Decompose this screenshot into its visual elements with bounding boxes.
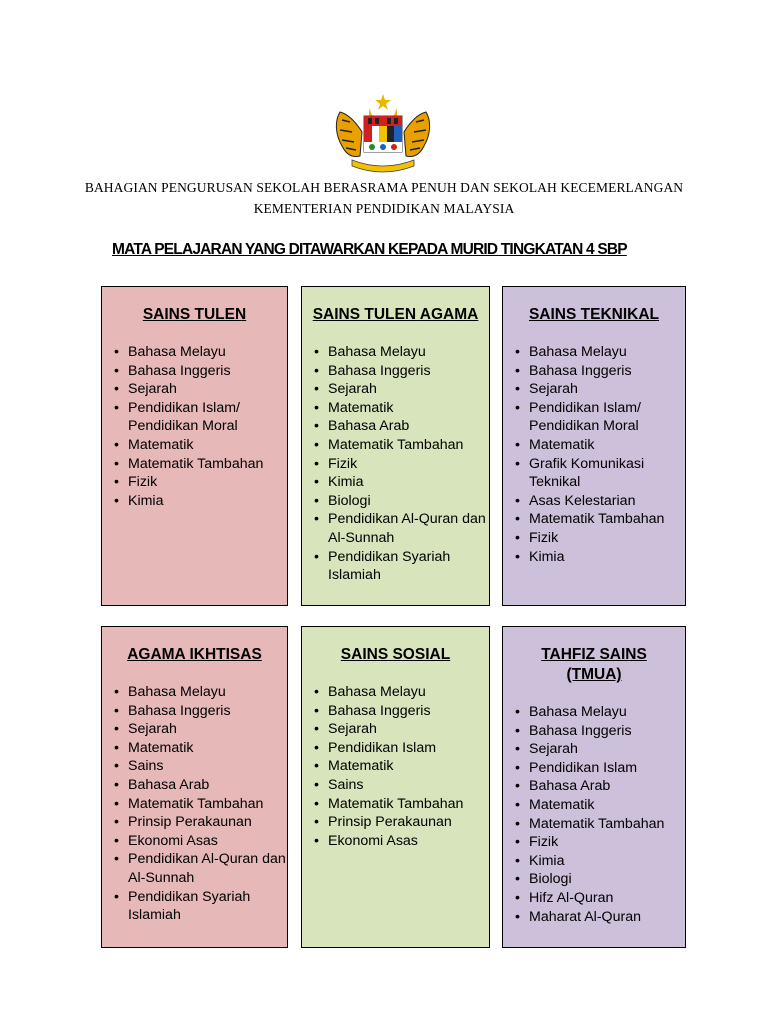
list-item: • Sejarah — [515, 380, 685, 399]
subject-list — [503, 703, 685, 926]
card-sains-tulen-agama — [301, 286, 490, 606]
subject-list — [503, 343, 685, 566]
card-tahfiz-sains — [502, 626, 686, 948]
subject-list — [102, 683, 287, 925]
list-item: • Bahasa Arab — [114, 776, 287, 795]
list-item: • Bahasa Inggeris — [515, 722, 685, 741]
page-title: MATA PELAJARAN YANG DITAWARKAN KEPADA MURID TINGKATAN 4 SBP — [112, 241, 627, 258]
list-item: • Fizik — [314, 455, 489, 474]
list-item: • Matematik — [114, 739, 287, 758]
list-item: • Bahasa Inggeris — [114, 702, 287, 721]
list-item: • Sains — [114, 757, 287, 776]
list-item: • Kimia — [114, 492, 287, 511]
list-item: • Prinsip Perakaunan — [314, 813, 489, 832]
list-item: • Pendidikan Syariah Islamiah — [314, 548, 489, 585]
card-heading: SAINS SOSIAL — [340, 646, 451, 663]
list-item: • Matematik Tambahan — [515, 815, 685, 834]
list-item: • Hifz Al-Quran — [515, 889, 685, 908]
list-item: • Matematik — [314, 399, 489, 418]
subject-list — [302, 683, 489, 850]
list-item: • Pendidikan Islam — [314, 739, 489, 758]
list-item: • Pendidikan Islam/ Pendidikan Moral — [114, 399, 287, 436]
list-item: • Matematik Tambahan — [314, 436, 489, 455]
list-item: • Pendidikan Syariah Islamiah — [114, 888, 287, 925]
list-item: • Ekonomi Asas — [114, 832, 287, 851]
list-item: • Kimia — [515, 852, 685, 871]
list-item: • Bahasa Arab — [314, 417, 489, 436]
list-item: • Fizik — [114, 473, 287, 492]
card-heading: SAINS TEKNIKAL — [528, 306, 660, 323]
card-sains-tulen — [101, 286, 288, 606]
list-item: • Sejarah — [515, 740, 685, 759]
card-heading: AGAMA IKHTISAS — [127, 646, 262, 663]
list-item: • Sains — [314, 776, 489, 795]
list-item: • Prinsip Perakaunan — [114, 813, 287, 832]
subject-list — [102, 343, 287, 510]
list-item: • Bahasa Melayu — [114, 343, 287, 362]
list-item: • Bahasa Arab — [515, 777, 685, 796]
list-item: • Matematik — [515, 436, 685, 455]
list-item: • Sejarah — [114, 720, 287, 739]
subject-list — [302, 343, 489, 585]
list-item: • Matematik — [114, 436, 287, 455]
header-line-1: BAHAGIAN PENGURUSAN SEKOLAH BERASRAMA PENUH DAN SEKOLAH KECEMERLANGAN — [84, 180, 684, 195]
list-item: • Grafik Komunikasi Teknikal — [515, 455, 685, 492]
list-item: • Sejarah — [114, 380, 287, 399]
list-item: • Kimia — [515, 548, 685, 567]
list-item: • Matematik Tambahan — [314, 795, 489, 814]
card-agama-ikhtisas — [101, 626, 288, 948]
list-item: • Fizik — [515, 529, 685, 548]
list-item: • Bahasa Melayu — [114, 683, 287, 702]
list-item: • Bahasa Inggeris — [114, 362, 287, 381]
list-item: • Kimia — [314, 473, 489, 492]
list-item: • Matematik — [314, 757, 489, 776]
list-item: • Bahasa Melayu — [515, 703, 685, 722]
list-item: • Biologi — [314, 492, 489, 511]
header-line-2: KEMENTERIAN PENDIDIKAN MALAYSIA — [253, 201, 515, 216]
list-item: • Bahasa Melayu — [314, 683, 489, 702]
card-sains-sosial — [301, 626, 490, 948]
card-sains-teknikal — [502, 286, 686, 606]
list-item: • Matematik Tambahan — [114, 455, 287, 474]
list-item: • Matematik Tambahan — [515, 510, 685, 529]
list-item: • Fizik — [515, 833, 685, 852]
list-item: • Sejarah — [314, 720, 489, 739]
card-heading: TAHFIZ SAINS (TMUA) — [541, 646, 647, 683]
list-item: • Bahasa Inggeris — [314, 362, 489, 381]
list-item: • Pendidikan Al-Quran dan Al-Sunnah — [314, 510, 489, 547]
list-item: • Biologi — [515, 870, 685, 889]
list-item: • Asas Kelestarian — [515, 492, 685, 511]
card-heading: SAINS TULEN AGAMA — [312, 306, 479, 323]
list-item: • Bahasa Melayu — [515, 343, 685, 362]
list-item: • Matematik — [515, 796, 685, 815]
list-item: • Matematik Tambahan — [114, 795, 287, 814]
list-item: • Pendidikan Islam/ Pendidikan Moral — [515, 399, 685, 436]
list-item: • Pendidikan Islam — [515, 759, 685, 778]
list-item: • Sejarah — [314, 380, 489, 399]
list-item: • Pendidikan Al-Quran dan Al-Sunnah — [114, 850, 287, 887]
list-item: • Bahasa Inggeris — [515, 362, 685, 381]
coat-of-arms-logo — [330, 92, 436, 174]
list-item: • Ekonomi Asas — [314, 832, 489, 851]
card-heading: SAINS TULEN — [142, 306, 247, 323]
list-item: • Bahasa Inggeris — [314, 702, 489, 721]
list-item: • Bahasa Melayu — [314, 343, 489, 362]
list-item: • Maharat Al-Quran — [515, 908, 685, 927]
